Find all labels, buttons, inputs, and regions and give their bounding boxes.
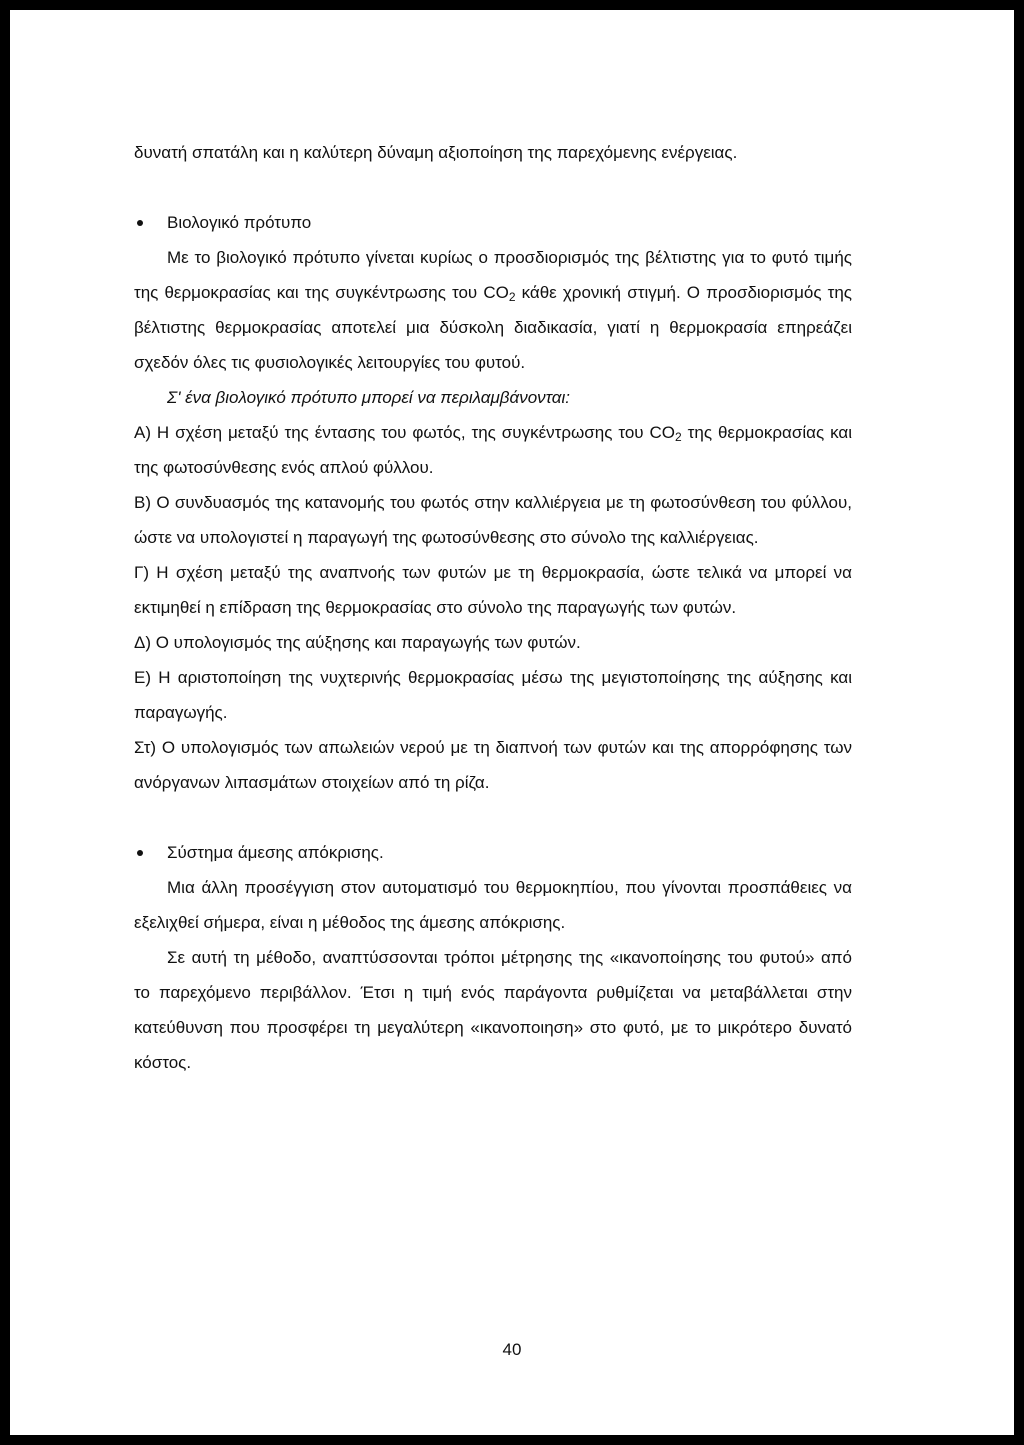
page-number: 40 <box>502 1340 522 1359</box>
body-text <box>134 135 852 1080</box>
bio-paragraph: Με το βιολογικό πρότυπο γίνεται κυρίως ο προσδιορισμός της βέλτιστης για το φυτό τιμής της θερμοκρασίας και της συγκέντρωσης του $CO_2$ κάθε χρονική στιγμή. Ο προσδιορισμός της βέλτιστης θερμοκρασίας αποτελεί μια δύσκολη διαδικασία, γιατί η θερμοκρασία επηρεάζει σχεδόν όλες τις φυσιολογικές λειτουργίες του φυτού. <box>134 248 852 372</box>
direct-heading: Σύστημα άμεσης απόκρισης. <box>134 835 852 870</box>
bio-italic-intro: Σ' ένα βιολογικό πρότυπο μπορεί να περιλαμβάνονται: <box>167 388 570 407</box>
bio-item-b: Β) Ο συνδυασμός της κατανομής του φωτός στην καλλιέργεια με τη φωτοσύνθεση του φύλλου, ώστε να υπολογιστεί η παραγωγή της φωτοσύνθεσης στο σύνολο της καλλιέργειας. <box>134 493 852 547</box>
direct-paragraph-2: Σε αυτή τη μέθοδο, αναπτύσσονται τρόποι μέτρησης της «ικανοποίησης του φυτού» από το παρεχόμενο περιβάλλον. Έτσι η τιμή ενός παράγοντα ρυθμίζεται να μεταβάλλεται στην κατεύθυνση που προσφέρει τη μεγαλύτερη «ικανοποιηση» στο φυτό, με το μικρότερο δυνατό κόστος. <box>134 948 852 1072</box>
bio-item-d: Δ) Ο υπολογισμός της αύξησης και παραγωγής των φυτών. <box>134 633 581 652</box>
bullet-icon <box>137 850 143 856</box>
bio-item-a: Α) Η σχέση μεταξύ της έντασης του φωτός, της συγκέντρωσης του $CO_2$ της θερμοκρασίας και της φωτοσύνθεσης ενός απλού φύλλου. <box>134 423 853 477</box>
bio-item-e: Ε) Η αριστοποίηση της νυχτερινής θερμοκρασίας μέσω της μεγιστοποίησης της αύξησης και παραγωγής. <box>134 668 852 722</box>
bullet-icon <box>137 220 143 226</box>
direct-paragraph-1: Μια άλλη προσέγγιση στον αυτοματισμό του θερμοκηπίου, που γίνονται προσπάθειες να εξελιχθεί σήμερα, είναι η μέθοδος της άμεσης απόκρισης. <box>134 878 852 932</box>
intro-paragraph: δυνατή σπατάλη και η καλύτερη δύναμη αξιοποίηση της παρεχόμενης ενέργειας. <box>134 143 738 162</box>
document-page <box>10 10 1014 1435</box>
bio-item-f: Στ) Ο υπολογισμός των απωλειών νερού με τη διαπνοή των φυτών και της απορρόφησης των ανόργανων λιπασμάτων στοιχείων από τη ρίζα. <box>134 738 852 792</box>
bio-heading: Βιολογικό πρότυπο <box>134 205 852 240</box>
bio-item-c: Γ) Η σχέση μεταξύ της αναπνοής των φυτών με τη θερμοκρασία, ώστε τελικά να μπορεί να εκτιμηθεί η επίδραση της θερμοκρασίας στο σύνολο της παραγωγής των φυτών. <box>134 563 852 617</box>
